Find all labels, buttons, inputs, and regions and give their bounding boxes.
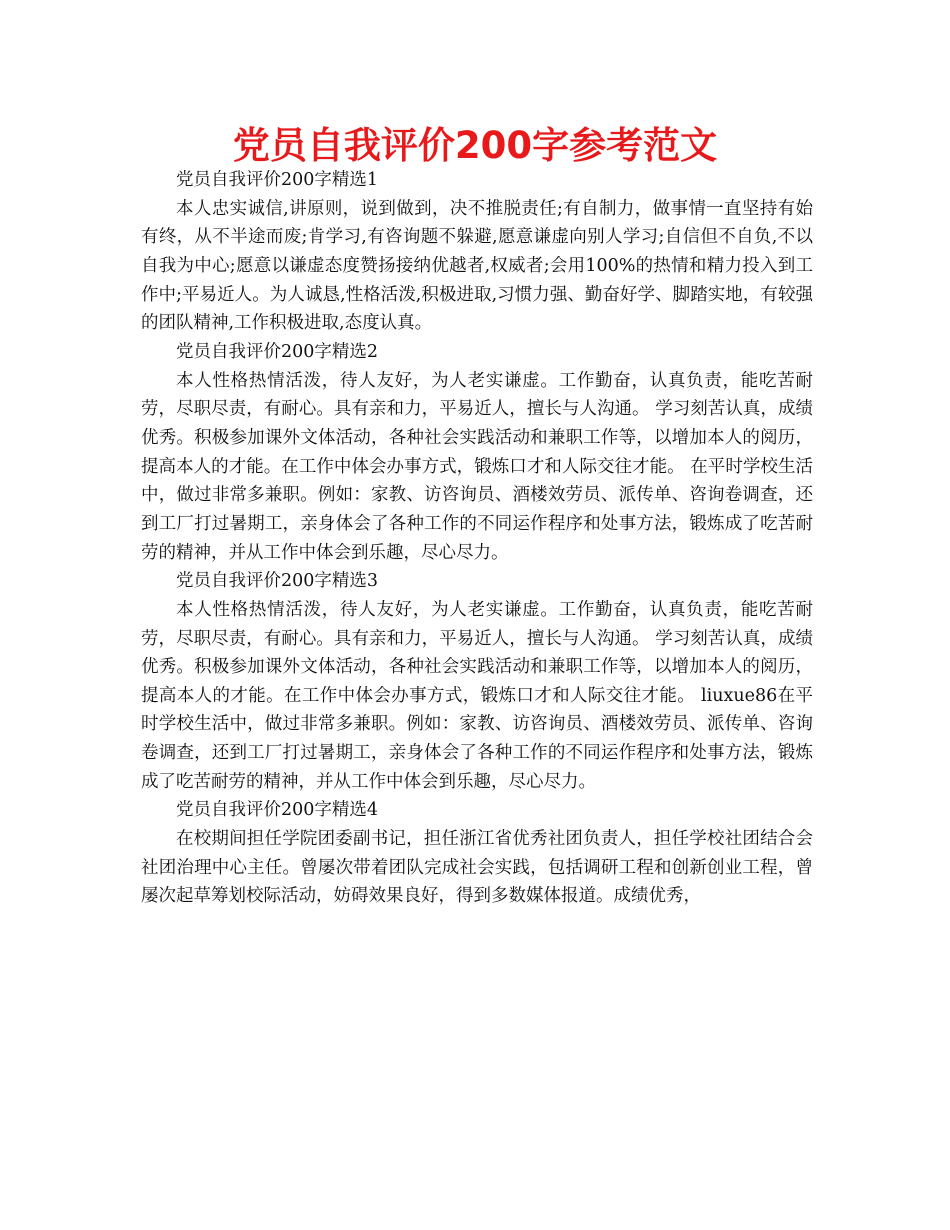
section-heading-4: 党员自我评价200字精选4 (176, 800, 379, 821)
section-body-3: 本人性格热情活泼，待人友好，为人老实谦虚。工作勤奋，认真负责，能吃苦耐劳，尽职尽责，有耐心。具有亲和力，平易近人，擅长与人沟通。 学习刻苦认真，成绩优秀。积极参加课外文体活动，各种社会实践活动和兼职工作等，以增加本人的阅历，提高本人的才能。在工作中体会办事方式，锻炼口才和人际交往才能。 liuxue86在平时学校生活中，做过非常多兼职。例如：家教、访咨询员、酒楼效劳员、派传单、咨询卷调查，还到工厂打过暑期工，亲身体会了各种工作的不同运作程序和处事方法，锻炼成了吃苦耐劳的精神，并从工作中体会到乐趣，尽心尽力。 (141, 599, 813, 792)
section-heading-2: 党员自我评价200字精选2 (176, 341, 379, 362)
section-body-4: 在校期间担任学院团委副书记，担任浙江省优秀社团负责人，担任学校社团结合会社团治理中心主任。曾屡次带着团队完成社会实践，包括调研工程和创新创业工程，曾屡次起草筹划校际活动，妨碍效果良好，得到多数媒体报道。成绩优秀， (141, 829, 813, 907)
section-body-1: 本人忠实诚信,讲原则，说到做到，决不推脱责任;有自制力，做事情一直坚持有始有终，从不半途而废;肯学习,有咨询题不躲避,愿意谦虚向别人学习;自信但不自负,不以自我为中心;愿意以谦虚态度赞扬接纳优越者,权威者;会用100%的热情和精力投入到工作中;平易近人。为人诚恳,性格活泼,积极进取,习惯力强、勤奋好学、脚踏实地，有较强的团队精神,工作积极进取,态度认真。 (141, 198, 813, 334)
section-heading-3: 党员自我评价200字精选3 (176, 571, 379, 592)
section-body-2: 本人性格热情活泼，待人友好，为人老实谦虚。工作勤奋，认真负责，能吃苦耐劳，尽职尽责，有耐心。具有亲和力，平易近人，擅长与人沟通。 学习刻苦认真，成绩优秀。积极参加课外文体活动，各种社会实践活动和兼职工作等，以增加本人的阅历，提高本人的才能。在工作中体会办事方式，锻炼口才和人际交往才能。 在平时学校生活中，做过非常多兼职。例如：家教、访咨询员、酒楼效劳员、派传单、咨询卷调查，还到工厂打过暑期工，亲身体会了各种工作的不同运作程序和处事方法，锻炼成了吃苦耐劳的精神，并从工作中体会到乐趣，尽心尽力。 (141, 370, 813, 563)
section-heading-1: 党员自我评价200字精选1 (176, 170, 379, 190)
document-body (141, 166, 813, 911)
document-title: 党员自我评价200字参考范文 (232, 124, 718, 167)
